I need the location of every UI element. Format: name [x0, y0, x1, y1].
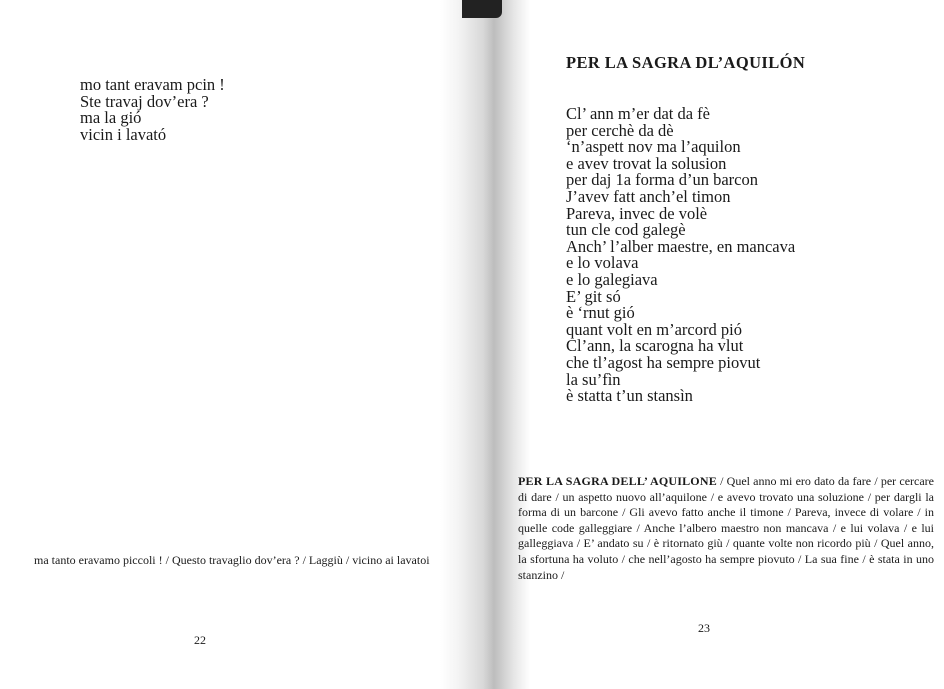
poem-line: mo tant eravam pcin !: [80, 75, 225, 94]
right-poem: [566, 106, 795, 405]
poem-line: è ‘rnut gió: [566, 303, 635, 323]
left-poem: [80, 77, 225, 143]
translation-body: / Quel anno mi ero dato da fare / per cercare di dare / un aspetto nuovo all’aquilone / e avevo trovato una soluzione / per dargli la forma di un barcone / Gli avevo fatto anche il timone / Pareva, invece di volare / in quelle code galleggiare / Anche l’albero maestro non mancava / e lui volava / e lui galleggiava / E’ andato su / è ritornato giù / quante volte non ricordo più / Quel anno, la sfortuna ha voluto / che nell’agosto ha sempre piovuto / La sua fine / è stata in uno stanzino /: [518, 474, 934, 582]
poem-line: tun cle cod galegè: [566, 220, 686, 240]
translation-heading: PER LA SAGRA DELL’ AQUILONE: [518, 474, 717, 488]
left-page: [0, 0, 470, 689]
poem-line: che tl’agost ha sempre piovut: [566, 352, 761, 372]
poem-line: Pareva, invec de volè: [566, 203, 708, 223]
poem-line: Anch’ l’alber maestre, en mancava: [566, 236, 796, 256]
poem-line: e avev trovat la solusion: [566, 153, 727, 173]
poem-line: E’ git só: [566, 286, 621, 306]
poem-line: è statta t’un stansìn: [566, 386, 693, 406]
poem-title: PER LA SAGRA DL’AQUILÓN: [566, 53, 806, 72]
poem-line: Cl’ann, la scarogna ha vlut: [566, 336, 744, 356]
right-translation: [518, 474, 934, 583]
poem-line: J’avev fatt anch’el timon: [566, 186, 731, 206]
poem-line: per cerchè da dè: [566, 120, 674, 140]
poem-line: ‘n’aspett nov ma l’aquilon: [566, 137, 741, 157]
page-number-right: 23: [698, 621, 710, 635]
right-page: [470, 0, 944, 689]
poem-line: quant volt en m’arcord pió: [566, 319, 742, 339]
poem-line: e lo galegiava: [566, 269, 658, 289]
poem-line: Cl’ ann m’er dat da fè: [566, 104, 711, 123]
page-number-left: 22: [194, 633, 206, 647]
poem-line: Ste travaj dov’era ?: [80, 91, 209, 111]
left-translation: ma tanto eravamo piccoli ! / Questo travaglio dov’era ? / Laggiù / vicino ai lavatoi: [34, 553, 430, 567]
poem-line: ma la gió: [80, 108, 142, 128]
poem-line: la su’fìn: [566, 369, 621, 389]
poem-line: e lo volava: [566, 253, 639, 273]
poem-line: per daj 1a forma d’un barcon: [566, 170, 758, 190]
poem-line: vicin i lavató: [80, 124, 167, 144]
